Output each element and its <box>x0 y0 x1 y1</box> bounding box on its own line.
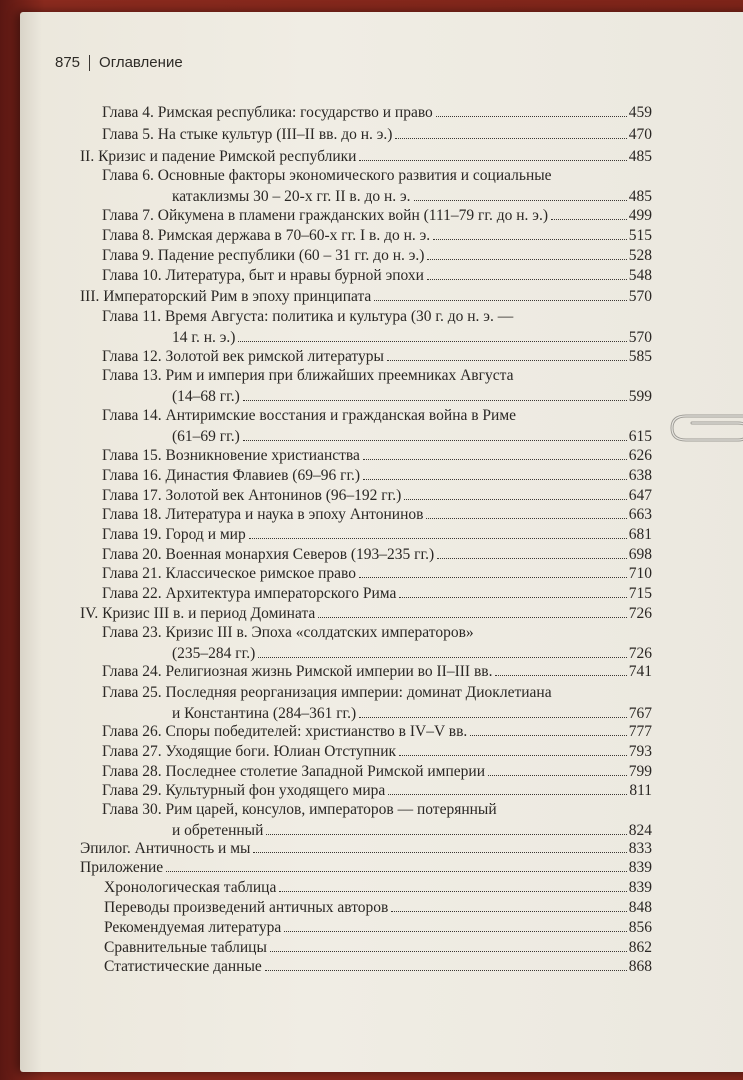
dot-leader <box>495 675 626 676</box>
dot-leader <box>426 518 626 519</box>
toc-entry <box>104 937 652 958</box>
dot-leader <box>551 219 627 220</box>
toc-entry <box>104 897 652 918</box>
toc-entry <box>102 124 652 145</box>
toc-entry-title: Глава 15. Возникновение христианства <box>102 447 360 464</box>
toc-entry <box>102 306 652 348</box>
toc-entry-title: Глава 22. Архитектура императорского Рима <box>102 585 397 602</box>
toc-page-number: 499 <box>628 207 652 224</box>
toc-entry <box>102 799 652 841</box>
toc-page-number: 726 <box>628 605 652 622</box>
toc-entry-title: Сравнительные таблицы <box>104 939 267 956</box>
toc-entry <box>80 838 652 859</box>
toc-entry-title: Рекомендуемая литература <box>104 919 282 936</box>
dot-leader <box>399 597 626 598</box>
dot-leader <box>399 755 627 756</box>
toc-entry <box>102 205 652 226</box>
dot-leader <box>266 834 626 835</box>
toc-page-number: 799 <box>628 763 652 780</box>
toc-page-number: 599 <box>628 388 652 405</box>
toc-entry <box>102 225 652 246</box>
toc-page-number: 663 <box>628 506 652 523</box>
toc-entry-title: Глава 14. Антиримские восстания и гражданская война в Риме <box>102 407 517 424</box>
toc-page-number: 793 <box>628 743 652 760</box>
toc-page-number: 585 <box>628 348 652 365</box>
toc-entry <box>102 485 652 506</box>
toc-entry-title: Переводы произведений античных авторов <box>104 899 389 916</box>
dot-leader <box>427 279 627 280</box>
toc-entry-title: Глава 27. Уходящие боги. Юлиан Отступник <box>102 743 397 760</box>
toc-page-number: 824 <box>628 822 652 839</box>
dot-leader <box>391 911 626 912</box>
toc-page-number: 528 <box>628 247 652 264</box>
toc-entry-continuation: и Константина (284–361 гг.) <box>172 705 357 722</box>
dot-leader <box>388 794 627 795</box>
dot-leader <box>265 970 627 971</box>
dot-leader <box>258 657 626 658</box>
toc-entry-continuation: (235–284 гг.) <box>172 645 256 662</box>
toc-entry-title: Глава 7. Ойкумена в пламени гражданских войн (111–79 гг. до н. э.) <box>102 207 548 224</box>
toc-page-number: 638 <box>628 467 652 484</box>
toc-entry-title: Глава 18. Литература и наука в эпоху Антонинов <box>102 506 424 523</box>
toc-page-number: 856 <box>628 919 652 936</box>
toc-entry-title: Глава 8. Римская держава в 70–60-х гг. I в. до н. э. <box>102 227 431 244</box>
toc-entry-title: Глава 11. Время Августа: политика и культура (30 г. до н. э. — <box>102 308 514 325</box>
toc-page-number: 548 <box>628 267 652 284</box>
dot-leader <box>488 775 627 776</box>
toc-page-number: 570 <box>628 329 652 346</box>
toc-entry-title: Глава 4. Римская республика: государство и право <box>102 104 433 121</box>
toc-entry <box>102 661 652 682</box>
dot-leader <box>270 951 627 952</box>
toc-page-number: 767 <box>628 705 652 722</box>
dot-leader <box>437 558 627 559</box>
toc-page-number: 570 <box>628 288 652 305</box>
dot-leader <box>253 852 626 853</box>
toc-entry-continuation: (14–68 гг.) <box>172 388 240 405</box>
toc-entry <box>80 857 652 878</box>
dot-leader <box>470 735 626 736</box>
toc-entry-title: Глава 5. На стыке культур (III–II вв. до н. э.) <box>102 126 393 143</box>
toc-entry-title: III. Императорский Рим в эпоху принципата <box>80 288 372 305</box>
toc-page-number: 741 <box>628 663 652 680</box>
toc-entry-continuation: 14 г. н. э.) <box>172 329 236 346</box>
toc-entry <box>102 102 652 123</box>
dot-leader <box>436 116 627 117</box>
toc-entry <box>80 286 652 307</box>
toc-page-number: 485 <box>628 148 652 165</box>
toc-page-number: 715 <box>628 585 652 602</box>
toc-entry-title: Глава 23. Кризис III в. Эпоха «солдатских императоров» <box>102 624 474 641</box>
toc-entry-title: Глава 30. Рим царей, консулов, императоров — потерянный <box>102 801 497 818</box>
toc-entry-title: Глава 26. Споры победителей: христианство в IV–V вв. <box>102 723 468 740</box>
toc-page-number: 839 <box>628 859 652 876</box>
dot-leader <box>359 577 627 578</box>
toc-entry-title: Приложение <box>80 859 164 876</box>
dot-leader <box>243 400 627 401</box>
toc-entry <box>104 877 652 898</box>
dot-leader <box>363 479 627 480</box>
toc-page-number: 626 <box>628 447 652 464</box>
toc-page-number: 710 <box>628 565 652 582</box>
toc-entry-title: Глава 16. Династия Флавиев (69–96 гг.) <box>102 467 361 484</box>
toc-entry <box>102 721 652 742</box>
toc-page-number: 862 <box>628 939 652 956</box>
toc-entry <box>102 245 652 266</box>
toc-page-number: 647 <box>628 487 652 504</box>
toc-entry-continuation: и обретенный <box>172 822 264 839</box>
toc-entry-title: Глава 9. Падение республики (60 – 31 гг. до н. э.) <box>102 247 425 264</box>
page-number: 875 <box>55 54 81 71</box>
toc-entry-title: Глава 13. Рим и империя при ближайших преемниках Августа <box>102 367 514 384</box>
toc-entry <box>102 165 652 207</box>
toc-entry <box>104 917 652 938</box>
toc-entry <box>102 365 652 407</box>
toc-entry <box>80 603 652 624</box>
toc-page-number: 833 <box>628 840 652 857</box>
toc-entry <box>102 544 652 565</box>
toc-entry-title: Глава 6. Основные факторы экономического развития и социальные <box>102 167 552 184</box>
toc-entry-title: Глава 12. Золотой век римской литературы <box>102 348 384 365</box>
toc-entry-title: Глава 17. Золотой век Антонинов (96–192 гг.) <box>102 487 402 504</box>
toc-entry-title: Глава 28. Последнее столетие Западной Римской империи <box>102 763 485 780</box>
dot-leader <box>359 160 626 161</box>
dot-leader <box>166 871 627 872</box>
toc-entry-continuation: (61–69 гг.) <box>172 428 240 445</box>
toc-entry <box>102 741 652 762</box>
toc-page-number: 848 <box>628 899 652 916</box>
dot-leader <box>318 617 626 618</box>
dot-leader <box>387 360 627 361</box>
dot-leader <box>238 341 626 342</box>
toc-page-number: 681 <box>628 526 652 543</box>
section-title: Оглавление <box>99 54 183 71</box>
dot-leader <box>414 200 627 201</box>
toc-entry <box>80 146 652 167</box>
toc-entry-continuation: катаклизмы 30 – 20-х гг. II в. до н. э. <box>172 188 411 205</box>
toc-entry <box>102 563 652 584</box>
toc-page-number: 726 <box>628 645 652 662</box>
toc-entry-title: Глава 10. Литература, быт и нравы бурной эпохи <box>102 267 424 284</box>
dot-leader <box>363 459 627 460</box>
toc-entry-title: Глава 29. Культурный фон уходящего мира <box>102 782 386 799</box>
toc-entry <box>102 622 652 664</box>
toc-page-number: 868 <box>628 958 652 975</box>
toc-page-number: 777 <box>628 723 652 740</box>
toc-entry <box>102 465 652 486</box>
toc-page-number: 615 <box>628 428 652 445</box>
toc-page-number: 470 <box>628 126 652 143</box>
dot-leader <box>243 440 627 441</box>
toc-entry <box>102 780 652 801</box>
toc-entry <box>102 346 652 367</box>
dot-leader <box>249 538 627 539</box>
toc-entry <box>102 504 652 525</box>
toc-entry-title: Глава 21. Классическое римское право <box>102 565 356 582</box>
toc-entry <box>102 265 652 286</box>
toc-page-number: 839 <box>628 879 652 896</box>
dot-leader <box>404 499 626 500</box>
toc-entry <box>104 956 652 977</box>
toc-entry-title: Глава 20. Военная монархия Северов (193–235 гг.) <box>102 546 435 563</box>
toc-entry-title: II. Кризис и падение Римской республики <box>80 148 357 165</box>
toc-entry-title: Глава 24. Религиозная жизнь Римской империи во II–III вв. <box>102 663 493 680</box>
toc-entry-title: Хронологическая таблица <box>104 879 277 896</box>
toc-entry <box>102 761 652 782</box>
dot-leader <box>395 138 626 139</box>
toc-entry <box>102 682 652 724</box>
toc-entry-title: IV. Кризис III в. и период Домината <box>80 605 316 622</box>
toc-page-number: 811 <box>629 782 652 799</box>
toc-page-number: 515 <box>628 227 652 244</box>
toc-entry-title: Эпилог. Античность и мы <box>80 840 251 857</box>
toc-page-number: 698 <box>628 546 652 563</box>
toc-entry <box>102 524 652 545</box>
dot-leader <box>427 259 626 260</box>
toc-entry-title: Глава 25. Последняя реорганизация империи: доминат Диоклетиана <box>102 684 552 701</box>
dot-leader <box>359 717 627 718</box>
toc-entry-title: Глава 19. Город и мир <box>102 526 246 543</box>
dot-leader <box>374 300 626 301</box>
toc-entry <box>102 583 652 604</box>
toc-page-number: 459 <box>628 104 652 121</box>
toc-entry <box>102 445 652 466</box>
dot-leader <box>284 931 627 932</box>
toc-entry-title: Статистические данные <box>104 958 262 975</box>
toc-entry <box>102 405 652 447</box>
toc-page-number: 485 <box>628 188 652 205</box>
paperclip-icon <box>668 398 743 452</box>
dot-leader <box>433 239 627 240</box>
dot-leader <box>279 891 626 892</box>
